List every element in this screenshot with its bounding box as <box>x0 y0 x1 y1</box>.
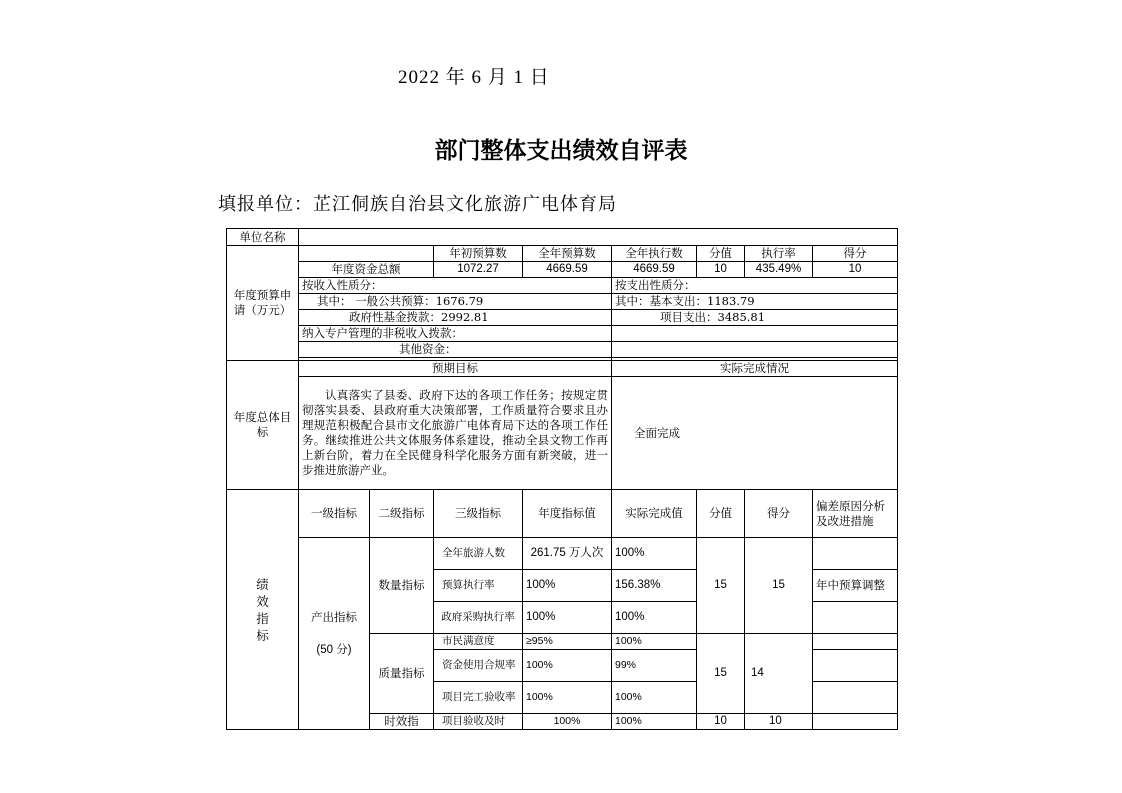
budget-fund-row <box>227 310 898 326</box>
budget-total-executed: 4669.59 <box>612 262 697 278</box>
level1-cell <box>299 538 370 730</box>
target-value: 261.75 万人次 <box>523 538 612 570</box>
budget-header-initial: 年初预算数 <box>434 246 523 262</box>
budget-total-rate: 435.49% <box>745 262 813 278</box>
actual-goals-header: 实际完成情况 <box>612 361 898 377</box>
group-score: 15 <box>745 538 813 634</box>
budget-total-row <box>227 262 898 278</box>
level3-name: 项目验收及时 <box>434 714 523 730</box>
budget-general-row <box>227 294 898 310</box>
group-score-value: 15 <box>697 634 745 714</box>
deviation-note: 年中预算调整 <box>813 570 898 602</box>
unit-name-row <box>227 229 898 246</box>
level3-name: 政府采购执行率 <box>434 602 523 634</box>
ind-header-level2: 二级指标 <box>370 490 434 538</box>
general-budget: 其中： 一般公共预算：1676.79 <box>299 294 612 310</box>
level3-name: 全年旅游人数 <box>434 538 523 570</box>
ind-header-deviation: 偏差原因分析及改进措施 <box>813 490 898 538</box>
level2-quality: 质量指标 <box>370 634 434 714</box>
budget-header-annual: 全年预算数 <box>523 246 612 262</box>
indicators-section-label <box>227 490 299 730</box>
ind-header-level1: 一级指标 <box>299 490 370 538</box>
budget-header-score-value: 分值 <box>697 246 745 262</box>
deviation-note <box>813 682 898 714</box>
actual-value: 100% <box>612 602 697 634</box>
unit-name-label: 单位名称 <box>227 229 299 246</box>
level2-quantity: 数量指标 <box>370 538 434 634</box>
level3-name: 项目完工验收率 <box>434 682 523 714</box>
budget-header-row <box>227 246 898 262</box>
ind-header-score-value: 分值 <box>697 490 745 538</box>
budget-total-label: 年度资金总额 <box>299 262 434 278</box>
ind-header-actual: 实际完成值 <box>612 490 697 538</box>
indicators-header-row <box>227 490 898 538</box>
level3-name: 预算执行率 <box>434 570 523 602</box>
actual-goals-text: 全面完成 <box>612 377 898 490</box>
expected-goals-text: 认真落实了县委、政府下达的各项工作任务；按规定贯彻落实县委、县政府重大决策部署，工作质量符合要求且办理规范积极配合县市文化旅游广电体育局下达的各项工作任务。继续推进公共文体服务体系建设，推动全县文物工作再上新台阶，着力在全民健身科学化服务方面有新突破，进一步推进旅游产业。 <box>299 377 612 490</box>
budget-total-score-value: 10 <box>697 262 745 278</box>
goals-header-row <box>227 361 898 377</box>
goals-section-label: 年度总体目标 <box>227 361 299 490</box>
actual-value: 100% <box>612 714 697 730</box>
target-value: ≥95% <box>523 634 612 650</box>
reporting-unit: 填报单位：芷江侗族自治县文化旅游广电体育局 <box>218 194 617 215</box>
report-date: 2022 年 6 月 1 日 <box>398 67 550 88</box>
deviation-note <box>813 634 898 650</box>
deviation-note <box>813 602 898 634</box>
budget-total-score: 10 <box>813 262 898 278</box>
gov-fund: 政府性基金拨款：2992.81 <box>299 310 612 326</box>
actual-value: 99% <box>612 650 697 682</box>
indicators-section-text: 绩效指标 <box>256 576 269 643</box>
by-income-label: 按收入性质分： <box>299 278 612 294</box>
level3-name: 资金使用合规率 <box>434 650 523 682</box>
ind-header-level3: 三级指标 <box>434 490 523 538</box>
goals-content-row <box>227 377 898 490</box>
target-value: 100% <box>523 570 612 602</box>
budget-nontax-row <box>227 326 898 342</box>
group-score: 10 <box>745 714 813 730</box>
group-score: 14 <box>745 634 813 714</box>
ind-header-score: 得分 <box>745 490 813 538</box>
actual-value: 100% <box>612 682 697 714</box>
expected-goals-header: 预期目标 <box>299 361 612 377</box>
unit-name-value <box>299 229 898 246</box>
other-funds-label: 其他资金： <box>299 342 612 358</box>
group-score-value: 10 <box>697 714 745 730</box>
target-value: 100% <box>523 602 612 634</box>
level2-timeliness: 时效指 <box>370 714 434 730</box>
deviation-note <box>813 538 898 570</box>
budget-other-row <box>227 342 898 358</box>
level1-score: (50 分) <box>316 643 352 656</box>
table-row <box>227 538 898 570</box>
ind-header-target: 年度指标值 <box>523 490 612 538</box>
budget-section-label: 年度预算申请（万元） <box>227 246 299 361</box>
budget-header-executed: 全年执行数 <box>612 246 697 262</box>
level3-name: 市民满意度 <box>434 634 523 650</box>
page-title: 部门整体支出绩效自评表 <box>434 138 688 164</box>
target-value: 100% <box>523 650 612 682</box>
budget-header-score: 得分 <box>813 246 898 262</box>
target-value: 100% <box>523 714 612 730</box>
project-expense: 项目支出：3485.81 <box>612 310 898 326</box>
budget-header-rate: 执行率 <box>745 246 813 262</box>
actual-value: 100% <box>612 538 697 570</box>
budget-nature-row <box>227 278 898 294</box>
actual-value: 100% <box>612 634 697 650</box>
by-expense-label: 按支出性质分： <box>612 278 898 294</box>
non-tax-label: 纳入专户管理的非税收入拨款： <box>299 326 612 342</box>
budget-total-annual: 4669.59 <box>523 262 612 278</box>
level1-label: 产出指标 <box>311 609 357 624</box>
evaluation-table <box>226 228 898 730</box>
deviation-note <box>813 650 898 682</box>
group-score-value: 15 <box>697 538 745 634</box>
target-value: 100% <box>523 682 612 714</box>
actual-value: 156.38% <box>612 570 697 602</box>
budget-total-initial: 1072.27 <box>434 262 523 278</box>
basic-expense: 其中：基本支出：1183.79 <box>612 294 898 310</box>
deviation-note <box>813 714 898 730</box>
